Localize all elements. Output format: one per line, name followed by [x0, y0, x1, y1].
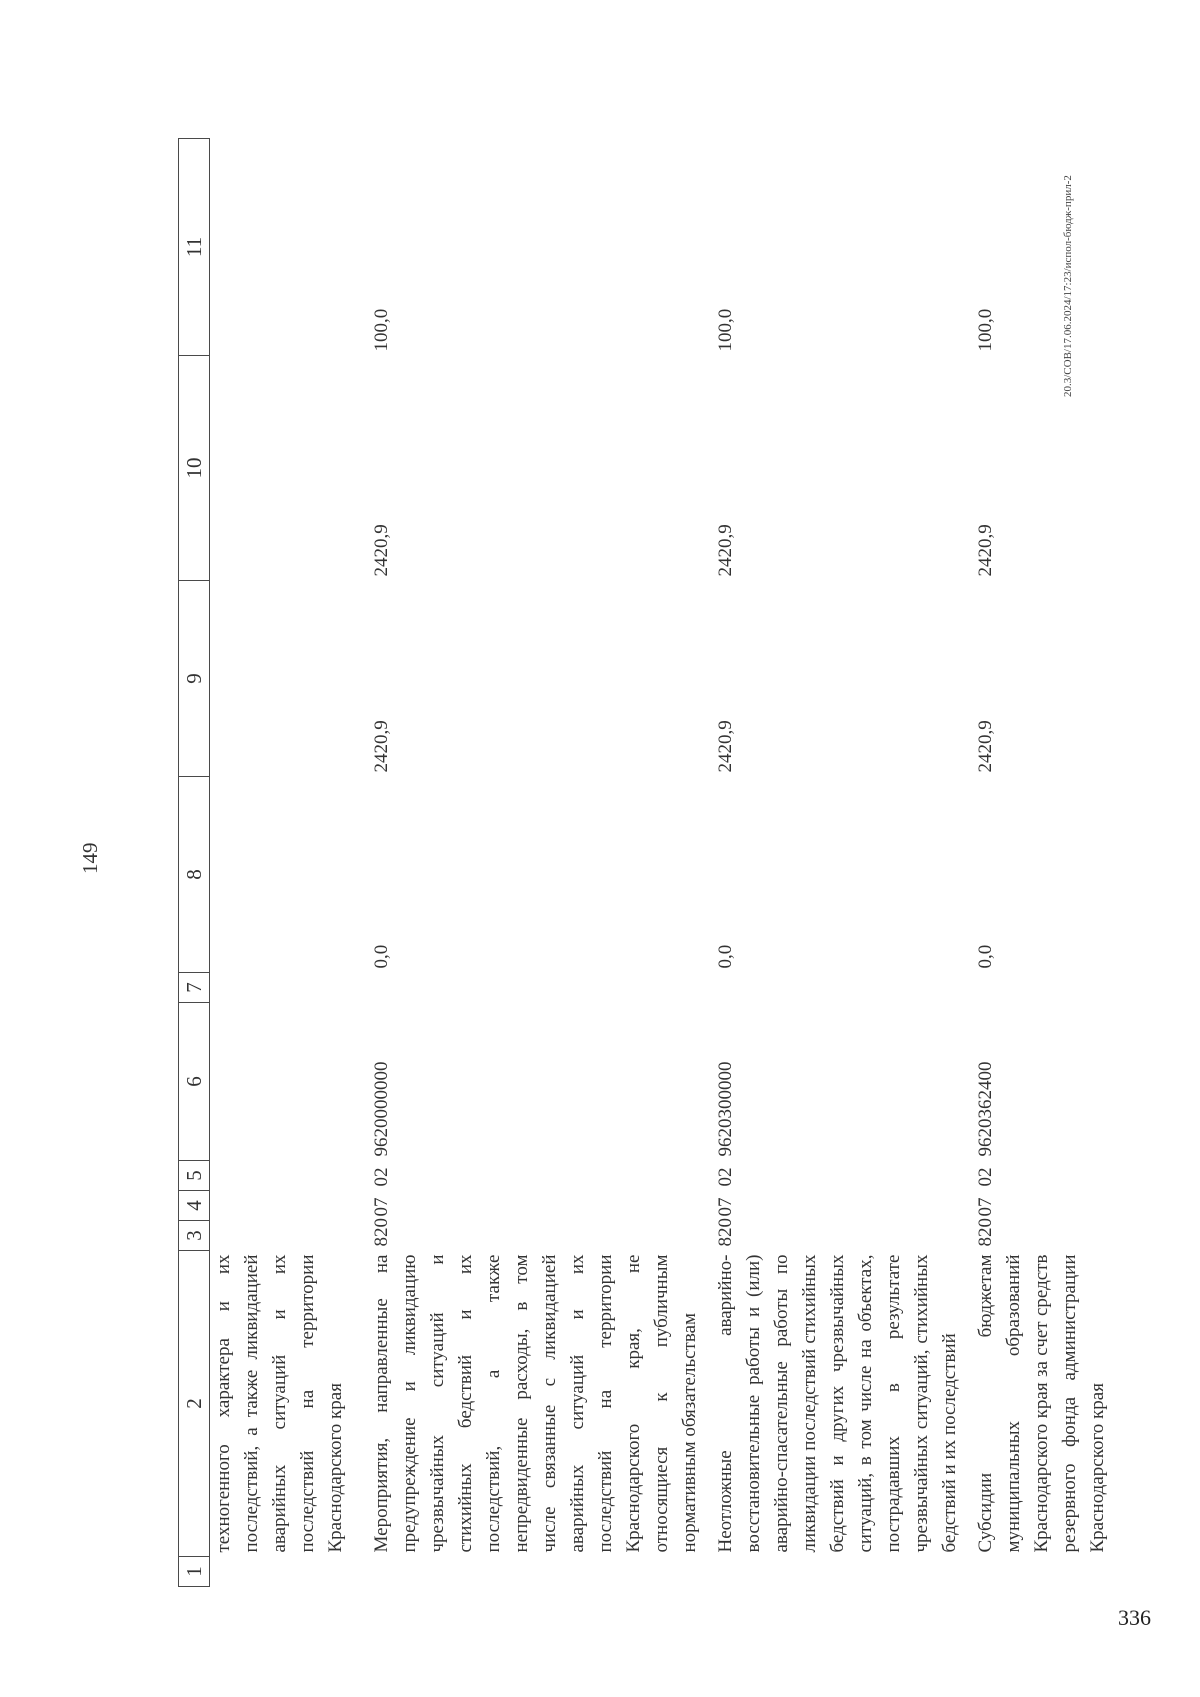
cell-c7 — [704, 973, 964, 1003]
table-row — [964, 139, 1144, 1587]
cell-c7 — [360, 973, 704, 1003]
col-header-6: 6 — [179, 1003, 210, 1161]
cell-c3: 820 — [974, 1218, 996, 1247]
cell-c6 — [210, 1003, 360, 1161]
cell-c5: 02 — [714, 1167, 736, 1187]
cell-desc: Субсидии бюджетам муниципальных образований Краснодарского края за счет средств резервного фонда администрации Краснодарского края — [974, 1254, 1108, 1553]
cell-c8 — [210, 777, 360, 973]
cell-c5: 02 — [370, 1167, 392, 1187]
cell-c7 — [964, 973, 1144, 1003]
cell-c9 — [210, 581, 360, 777]
cell-c6: 9620300000 — [714, 1061, 736, 1157]
footer-code: 20.3/СОВ/17.06.2024/17:23/испол-бюдж-прил-2 — [1062, 175, 1074, 397]
cell-desc: техногенного характера и их последствий, а также ликвидацией аварийных ситуаций и их последствий на территории Краснодарского края — [213, 1254, 346, 1553]
cell-desc: Неотложные аварийно-восстановительные работы и (или) аварийно-спасательные работы по ликвидации последствий стихийных бедствий и других чрезвычайных ситуаций, в том числе на объектах, пострадавших в результате чрезвычайных ситуаций, стихийных бедствий и их последствий — [714, 1254, 960, 1553]
table-row — [210, 139, 360, 1587]
cell-c5: 02 — [974, 1167, 996, 1187]
cell-c3 — [210, 1221, 360, 1251]
table-row — [704, 139, 964, 1587]
cell-c7 — [210, 973, 360, 1003]
cell-c9: 2420,9 — [714, 720, 736, 773]
cell-c8: 0,0 — [370, 944, 392, 969]
header-row — [179, 139, 210, 1587]
cell-c1 — [360, 1557, 704, 1587]
cell-c4: 07 — [714, 1197, 736, 1217]
col-header-8: 8 — [179, 777, 210, 973]
page-number: 149 — [78, 842, 102, 874]
cell-c9: 2420,9 — [370, 720, 392, 773]
cell-c10: 2420,9 — [370, 524, 392, 577]
cell-c4: 07 — [370, 1197, 392, 1217]
cell-c10 — [210, 356, 360, 581]
budget-table — [178, 138, 1144, 1587]
cell-c10: 2420,9 — [714, 524, 736, 577]
cell-c5 — [210, 1161, 360, 1191]
cell-c11: 100,0 — [370, 308, 392, 352]
cell-c11 — [210, 139, 360, 356]
cell-c8: 0,0 — [974, 944, 996, 969]
sheet-number: 336 — [1118, 1605, 1151, 1630]
col-header-4: 4 — [179, 1191, 210, 1221]
cell-c1 — [210, 1557, 360, 1587]
cell-c1 — [704, 1557, 964, 1587]
col-header-10: 10 — [179, 356, 210, 581]
cell-c3: 820 — [714, 1218, 736, 1247]
cell-c8: 0,0 — [714, 944, 736, 969]
col-header-1: 1 — [179, 1557, 210, 1587]
table-row — [360, 139, 704, 1587]
cell-c11: 100,0 — [714, 308, 736, 352]
col-header-11: 11 — [179, 139, 210, 356]
cell-desc: Мероприятия, направленные на предупреждение и ликвидацию чрезвычайных ситуаций и стихийных бедствий и их последствий, а также непредвиденные расходы, в том числе связанные с ликвидацией аварийных ситуаций и их последствий на территории Краснодарского края, не относящиеся к публичным нормативным обязательствам — [370, 1254, 700, 1553]
col-header-3: 3 — [179, 1221, 210, 1251]
col-header-2: 2 — [179, 1251, 210, 1557]
cell-c4 — [210, 1191, 360, 1221]
col-header-5: 5 — [179, 1161, 210, 1191]
cell-c3: 820 — [370, 1218, 392, 1247]
cell-c4: 07 — [974, 1197, 996, 1217]
cell-c6: 9620362400 — [974, 1061, 996, 1157]
col-header-7: 7 — [179, 973, 210, 1003]
cell-c6: 9620000000 — [370, 1061, 392, 1157]
cell-c9: 2420,9 — [974, 720, 996, 773]
cell-c1 — [964, 1557, 1144, 1587]
col-header-9: 9 — [179, 581, 210, 777]
cell-c10: 2420,9 — [974, 524, 996, 577]
cell-c11: 100,0 — [974, 308, 996, 352]
